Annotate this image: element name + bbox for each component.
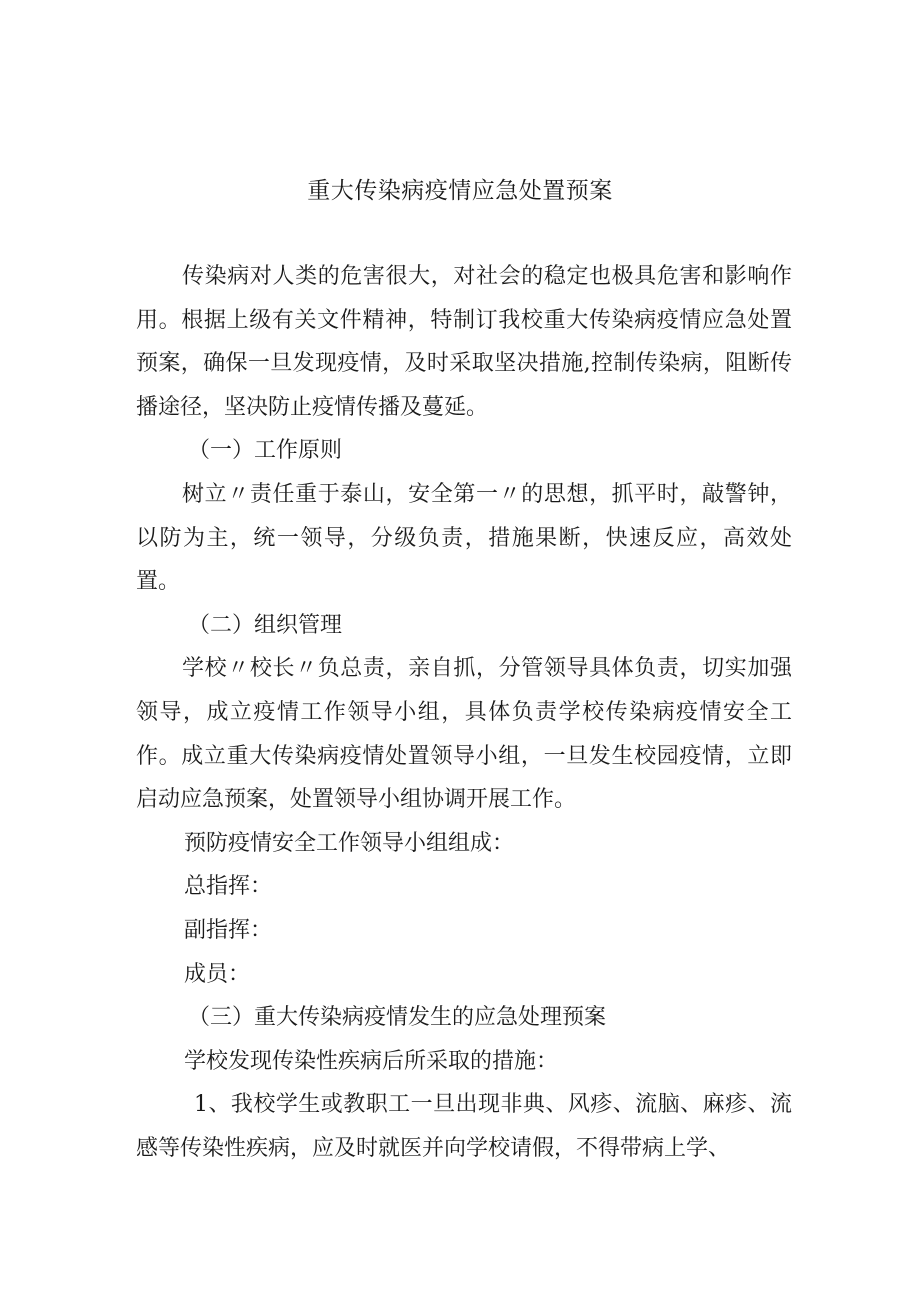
section-heading-organization: （二）组织管理: [188, 612, 343, 638]
members-label: 成员：: [184, 961, 251, 987]
organization-paragraph: 学校〃校长〃负总责，亲自抓，分管领导具体负责，切实加强领导，成立疫情工作领导小组，具体负责学校传染病疫情安全工作。成立重大传染病疫情处置领导小组，一旦发生校园疫情，立即启动应急预案，处置领导小组协调开展工作。: [136, 656, 792, 813]
deputy-commander-label: 副指挥：: [184, 917, 273, 943]
document-body: [136, 255, 792, 1170]
section-heading-principles: （一）工作原则: [188, 438, 343, 464]
intro-paragraph: 传染病对人类的危害很大，对社会的稳定也极具危害和影响作用。根据上级有关文件精神，特制订我校重大传染病疫情应急处置预案，确保一旦发现疫情，及时采取坚决措施,控制传染病，阻断传播途径，坚决防止疫情传播及蔓延。: [136, 264, 792, 420]
measures-intro: 学校发现传染性疾病后所采取的措施：: [184, 1048, 559, 1074]
commander-label: 总指挥：: [184, 874, 273, 900]
principles-paragraph: 树立〃责任重于泰山，安全第一〃的思想，抓平时，敲警钟，以防为主，统一领导，分级负责，措施果断，快速反应，高效处置。: [136, 481, 792, 595]
document-title: 重大传染病疫情应急处置预案: [307, 178, 613, 204]
section-heading-emergency-plan: （三）重大传染病疫情发生的应急处理预案: [188, 1005, 607, 1031]
measure-item-1: 1、我校学生或教职工一旦出现非典、风疹、流脑、麻疹、流感等传染性疾病，应及时就医并向学校请假，不得带病上学、: [136, 1092, 792, 1161]
team-composition-label: 预防疫情安全工作领导小组组成：: [184, 830, 515, 856]
